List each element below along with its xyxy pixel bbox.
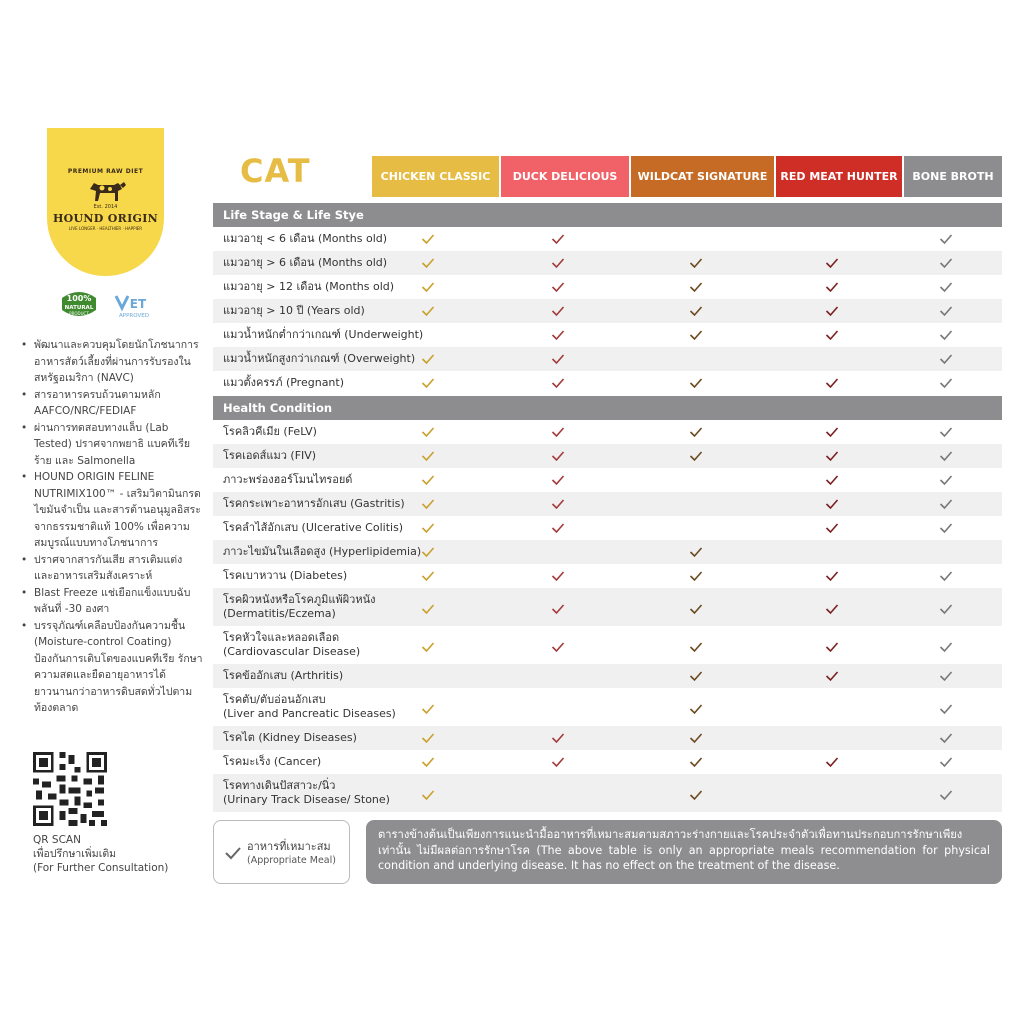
page-title: CAT xyxy=(240,152,311,190)
check-icon xyxy=(689,450,703,462)
check-icon xyxy=(689,281,703,293)
feature-item: • สารอาหารครบถ้วนตามหลัก AAFCO/NRC/FEDIAF xyxy=(18,387,204,420)
check-icon xyxy=(551,756,565,768)
section-header: Life Stage & Life Stye xyxy=(213,203,1002,227)
table-row xyxy=(213,227,1002,251)
check-icon xyxy=(825,670,839,682)
column-header: BONE BROTH xyxy=(904,156,1002,197)
row-label xyxy=(223,232,387,246)
check-icon xyxy=(551,474,565,486)
row-label xyxy=(223,755,321,769)
legend-sublabel: (Appropriate Meal) xyxy=(247,855,336,866)
row-label xyxy=(223,256,387,270)
dog-icon xyxy=(84,177,128,203)
check-icon xyxy=(939,426,953,438)
brand-name: HOUND ORIGIN xyxy=(52,212,159,225)
check-icon xyxy=(939,522,953,534)
check-icon xyxy=(689,641,703,653)
table-row xyxy=(213,774,1002,812)
natural-product-badge xyxy=(58,288,100,320)
check-icon xyxy=(939,474,953,486)
feature-item: • บรรจุภัณฑ์เคลือบป้องกันความชื้น (Moisture-control Coating) ป้องกันการเติบโตของแบคทีเรีย รักษาความสดและยืดอายุอาหารได้ยาวนานกว่าอาหารดิบสดทั่วไปตามท้องตลาด xyxy=(18,618,204,717)
check-icon xyxy=(551,233,565,245)
row-label xyxy=(223,545,421,559)
svg-text:APPROVED: APPROVED xyxy=(119,313,149,319)
check-icon xyxy=(825,498,839,510)
check-icon xyxy=(689,756,703,768)
check-icon xyxy=(939,305,953,317)
row-label xyxy=(223,376,344,390)
row-label-line: ภาวะพร่องฮอร์โมนไทรอยด์ xyxy=(223,473,353,486)
check-icon xyxy=(939,498,953,510)
svg-text:ET: ET xyxy=(129,297,147,311)
check-icon xyxy=(421,641,435,653)
check-icon xyxy=(939,450,953,462)
check-icon xyxy=(939,603,953,615)
row-label-line: แมวน้ำหนักต่ำกว่าเกณฑ์ (Underweight) xyxy=(223,328,424,341)
row-label xyxy=(223,497,405,511)
row-label-line: โรคไต (Kidney Diseases) xyxy=(223,731,357,744)
check-icon xyxy=(421,546,435,558)
check-icon xyxy=(939,789,953,801)
table-row xyxy=(213,688,1002,726)
row-label-line: (Cardiovascular Disease) xyxy=(223,645,361,658)
row-label xyxy=(223,731,357,745)
check-icon xyxy=(825,257,839,269)
check-icon xyxy=(551,641,565,653)
check-icon xyxy=(551,377,565,389)
table-row xyxy=(213,564,1002,588)
qr-caption-line1: QR SCAN xyxy=(33,834,81,846)
row-label-line: แมวอายุ > 12 เดือน (Months old) xyxy=(223,280,395,293)
check-icon xyxy=(551,570,565,582)
check-icon xyxy=(421,522,435,534)
row-label-line: โรคลำไส้อักเสบ (Ulcerative Colitis) xyxy=(223,521,404,534)
check-icon xyxy=(939,703,953,715)
check-icon xyxy=(825,426,839,438)
row-label xyxy=(223,304,365,318)
check-icon xyxy=(689,703,703,715)
check-icon xyxy=(689,426,703,438)
row-label xyxy=(223,352,415,366)
table-row xyxy=(213,540,1002,564)
row-label-line: โรคข้ออักเสบ (Arthritis) xyxy=(223,669,344,682)
table-row xyxy=(213,626,1002,664)
disclaimer-note: ตารางข้างต้นเป็นเพียงการแนะนำมื้ออาหารที่เหมาะสมตามสภาวะร่างกายและโรคประจำตัวเพื่อทานประกอบการรักษาเพียงเท่านั้น ไม่มีผลต่อการรักษาโรค (The above table is only an appropriate meals recommendation for physical condition and underlying disease. It has no effect on the treatment of the disease. xyxy=(366,820,1002,884)
check-icon xyxy=(551,426,565,438)
check-icon xyxy=(825,281,839,293)
row-label-line: แมวน้ำหนักสูงกว่าเกณฑ์ (Overweight) xyxy=(223,352,416,365)
check-icon xyxy=(551,329,565,341)
qr-code[interactable] xyxy=(33,752,107,826)
row-label xyxy=(223,280,394,294)
row-label-line: โรคผิวหนังหรือโรคภูมิแพ้ผิวหนัง xyxy=(223,593,376,606)
row-label xyxy=(223,521,403,535)
table-row xyxy=(213,468,1002,492)
check-icon xyxy=(224,845,242,861)
check-icon xyxy=(825,377,839,389)
table-row xyxy=(213,664,1002,688)
feature-item: • พัฒนาและควบคุมโดยนักโภชนาการอาหารสัตว์เลี้ยงที่ผ่านการรับรองในสหรัฐอเมริกา (NAVC) xyxy=(18,337,204,387)
check-icon xyxy=(939,756,953,768)
check-icon xyxy=(689,570,703,582)
check-icon xyxy=(689,377,703,389)
row-label-line: (Dermatitis/Eczema) xyxy=(223,607,336,620)
check-icon xyxy=(421,498,435,510)
check-icon xyxy=(421,570,435,582)
check-icon xyxy=(689,546,703,558)
row-label-line: แมวตั้งครรภ์ (Pregnant) xyxy=(223,376,345,389)
check-icon xyxy=(421,450,435,462)
table-row xyxy=(213,420,1002,444)
section-header: Health Condition xyxy=(213,396,1002,420)
row-label xyxy=(223,449,316,463)
row-label-line: ภาวะไขมันในเลือดสูง (Hyperlipidemia) xyxy=(223,545,422,558)
check-icon xyxy=(421,426,435,438)
check-icon xyxy=(421,353,435,365)
check-icon xyxy=(551,305,565,317)
check-icon xyxy=(939,570,953,582)
table-row xyxy=(213,516,1002,540)
row-label xyxy=(223,631,360,659)
row-label-line: แมวอายุ > 10 ปี (Years old) xyxy=(223,304,365,317)
column-header: RED MEAT HUNTER xyxy=(776,156,902,197)
check-icon xyxy=(939,670,953,682)
svg-text:100%: 100% xyxy=(66,294,92,303)
feature-item: • HOUND ORIGIN FELINE NUTRIMIX100™ - เสริมวิตามินกรดไขมันจำเป็น และสารต้านอนุมูลอิสระ จากธรรมชาติแท้ 100% เพื่อความสมบูรณ์แบบทางโภชนาการ xyxy=(18,469,204,552)
row-label-line: โรคทางเดินปัสสาวะ/นิ่ว xyxy=(223,779,336,792)
check-icon xyxy=(551,281,565,293)
table-row xyxy=(213,251,1002,275)
table-row xyxy=(213,299,1002,323)
check-icon xyxy=(421,474,435,486)
table-row xyxy=(213,347,1002,371)
check-icon xyxy=(421,377,435,389)
row-label-line: โรคตับ/ตับอ่อนอักเสบ xyxy=(223,693,326,706)
svg-text:PRODUCT: PRODUCT xyxy=(69,311,89,316)
check-icon xyxy=(939,281,953,293)
check-icon xyxy=(939,329,953,341)
table-row xyxy=(213,726,1002,750)
row-label-line: โรคมะเร็ง (Cancer) xyxy=(223,755,322,768)
row-label xyxy=(223,328,423,342)
check-icon xyxy=(421,305,435,317)
check-icon xyxy=(939,233,953,245)
check-icon xyxy=(825,756,839,768)
row-label xyxy=(223,569,347,583)
check-icon xyxy=(939,377,953,389)
row-label-line: โรคเบาหวาน (Diabetes) xyxy=(223,569,348,582)
check-icon xyxy=(421,789,435,801)
row-label-line: โรคกระเพาะอาหารอักเสบ (Gastritis) xyxy=(223,497,405,510)
row-label xyxy=(223,779,390,807)
row-label xyxy=(223,425,317,439)
check-icon xyxy=(825,305,839,317)
feature-item: • ปราศจากสารกันเสีย สารเติมแต่ง และอาหารเสริมสังเคราะห์ xyxy=(18,552,204,585)
brand-est: Est. 2014 xyxy=(93,204,118,210)
check-icon xyxy=(689,305,703,317)
qr-caption-line2: เพื่อปรึกษาเพิ่มเติม xyxy=(33,848,117,860)
row-label xyxy=(223,693,396,721)
check-icon xyxy=(421,281,435,293)
table-row xyxy=(213,444,1002,468)
check-icon xyxy=(939,257,953,269)
check-icon xyxy=(551,522,565,534)
table-row xyxy=(213,275,1002,299)
vet-approved-badge xyxy=(112,290,156,320)
row-label-line: โรคเอดส์แมว (FIV) xyxy=(223,449,317,462)
check-icon xyxy=(421,233,435,245)
table-row xyxy=(213,371,1002,395)
brand-tagline: PREMIUM RAW DIET xyxy=(67,168,144,175)
column-header: WILDCAT SIGNATURE xyxy=(631,156,774,197)
legend xyxy=(213,820,350,884)
check-icon xyxy=(551,257,565,269)
qr-caption xyxy=(33,833,168,875)
row-label-line: โรคหัวใจและหลอดเลือด xyxy=(223,631,340,644)
check-icon xyxy=(421,703,435,715)
check-icon xyxy=(689,732,703,744)
check-icon xyxy=(825,329,839,341)
check-icon xyxy=(939,641,953,653)
table-row xyxy=(213,323,1002,347)
check-icon xyxy=(825,450,839,462)
legend-label: อาหารที่เหมาะสม xyxy=(247,840,331,853)
table-row xyxy=(213,750,1002,774)
check-icon xyxy=(421,603,435,615)
row-label-line: แมวอายุ < 6 เดือน (Months old) xyxy=(223,232,388,245)
check-icon xyxy=(825,570,839,582)
check-icon xyxy=(939,732,953,744)
brand-logo xyxy=(47,128,164,276)
row-label xyxy=(223,669,343,683)
check-icon xyxy=(825,522,839,534)
check-icon xyxy=(421,257,435,269)
table-row xyxy=(213,492,1002,516)
row-label-line: (Urinary Track Disease/ Stone) xyxy=(223,793,390,806)
feature-item: • Blast Freeze แช่เยือกแข็งแบบฉับพลันที่ -30 องศา xyxy=(18,585,204,618)
check-icon xyxy=(551,498,565,510)
feature-item: • ผ่านการทดสอบทางแล็บ (Lab Tested) ปราศจากพยาธิ แบคทีเรียร้าย และ Salmonella xyxy=(18,420,204,470)
check-icon xyxy=(551,603,565,615)
check-icon xyxy=(825,603,839,615)
svg-text:NATURAL: NATURAL xyxy=(64,305,94,311)
check-icon xyxy=(825,641,839,653)
row-label-line: แมวอายุ > 6 เดือน (Months old) xyxy=(223,256,388,269)
row-label-line: (Liver and Pancreatic Diseases) xyxy=(223,707,396,720)
row-label xyxy=(223,473,352,487)
row-label-line: โรคลิวคีเมีย (FeLV) xyxy=(223,425,317,438)
qr-caption-line3: (For Further Consultation) xyxy=(33,862,169,874)
check-icon xyxy=(939,353,953,365)
check-icon xyxy=(551,353,565,365)
check-icon xyxy=(421,732,435,744)
row-label xyxy=(223,593,376,621)
check-icon xyxy=(689,257,703,269)
check-icon xyxy=(421,756,435,768)
feature-list xyxy=(18,337,204,717)
check-icon xyxy=(551,732,565,744)
check-icon xyxy=(689,670,703,682)
column-header: CHICKEN CLASSIC xyxy=(372,156,499,197)
check-icon xyxy=(689,329,703,341)
check-icon xyxy=(689,603,703,615)
check-icon xyxy=(689,789,703,801)
table-row xyxy=(213,588,1002,626)
brand-subtitle: LIVE LONGER · HEALTHIER · HAPPIER xyxy=(68,226,143,231)
check-icon xyxy=(825,474,839,486)
check-icon xyxy=(551,450,565,462)
column-header: DUCK DELICIOUS xyxy=(501,156,629,197)
